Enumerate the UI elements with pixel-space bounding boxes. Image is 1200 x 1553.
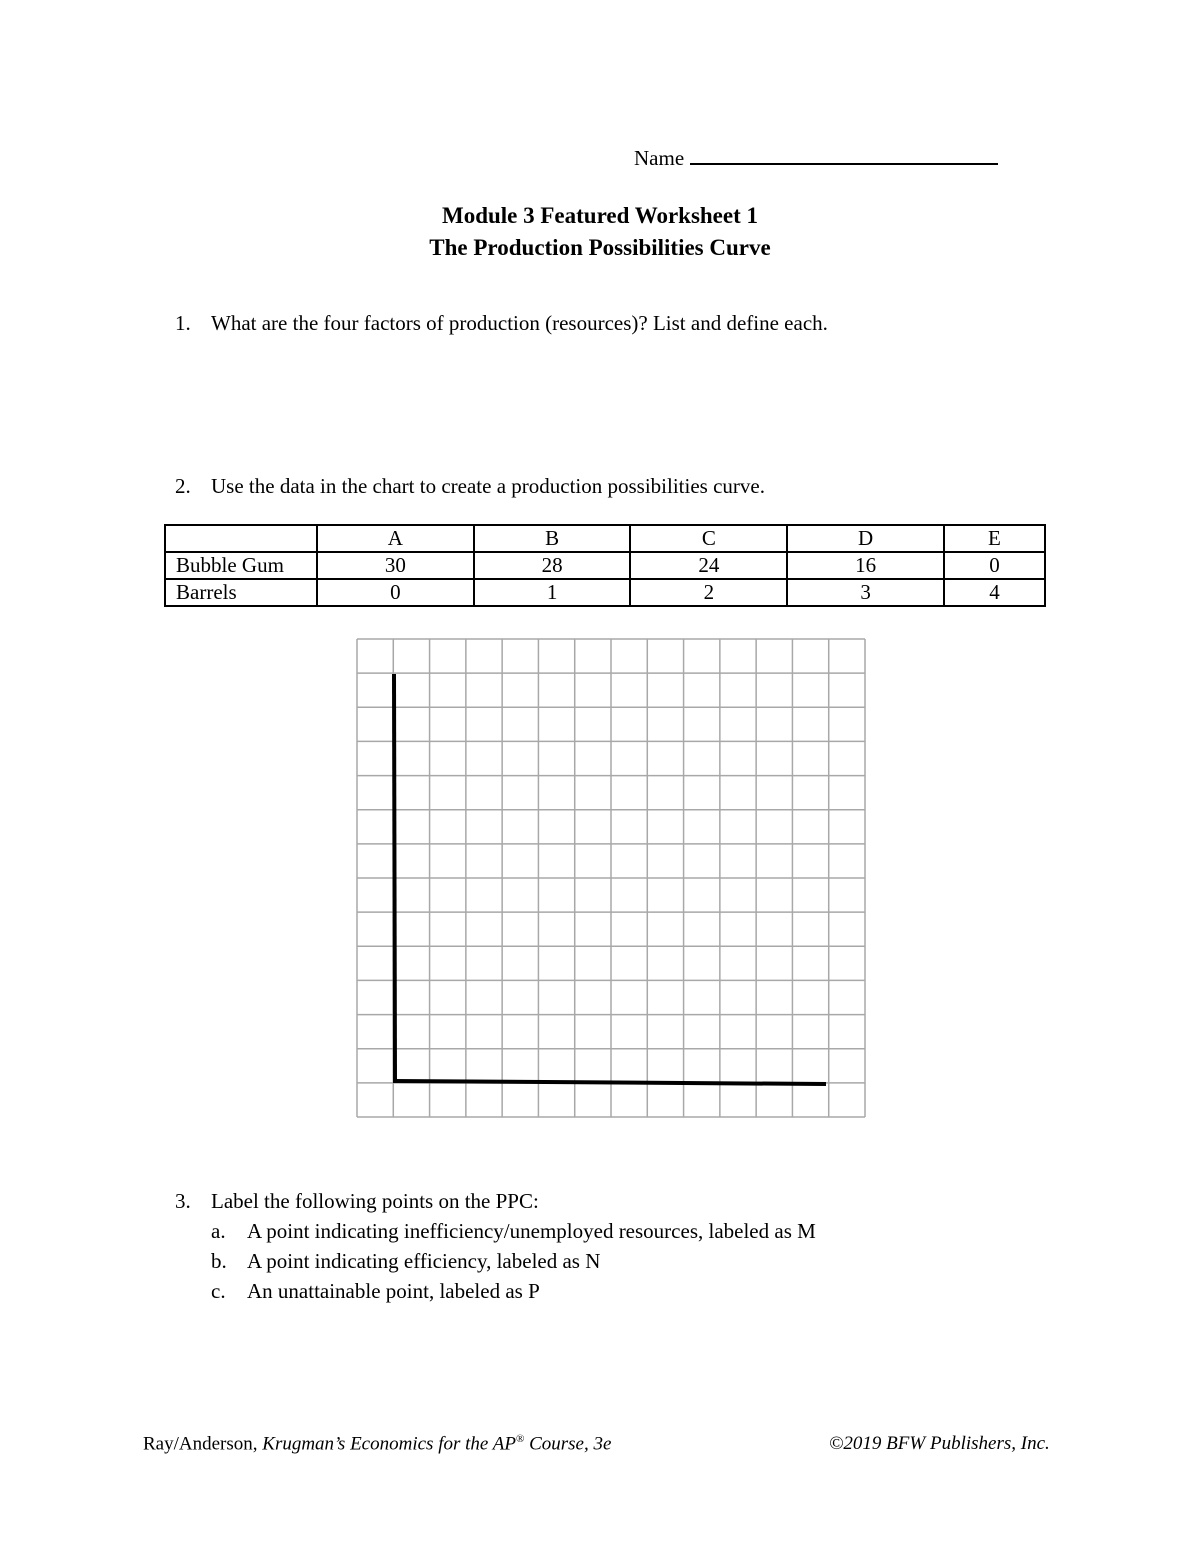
question-number: 2.: [175, 474, 191, 498]
worksheet-subtitle: The Production Possibilities Curve: [429, 235, 771, 260]
name-blank-line[interactable]: [690, 143, 998, 165]
table-cell: 28: [474, 552, 631, 579]
table-cell: 0: [317, 579, 474, 606]
table-row: [165, 552, 1045, 579]
grid-lines: [357, 639, 865, 1117]
subitem-letter: a.: [211, 1219, 226, 1243]
table-cell: 3: [787, 579, 944, 606]
graph-grid[interactable]: [355, 637, 867, 1121]
question-text: Use the data in the chart to create a production possibilities curve.: [211, 474, 765, 498]
footer-citation: [143, 1433, 611, 1455]
subitem-letter: c.: [211, 1279, 226, 1303]
table-header-cell: E: [944, 525, 1045, 552]
table-row-label: Barrels: [165, 579, 317, 606]
table-row-label: Bubble Gum: [165, 552, 317, 579]
table-cell: 30: [317, 552, 474, 579]
subitem-text: A point indicating efficiency, labeled as N: [247, 1249, 601, 1273]
footer-authors: Ray/Anderson,: [143, 1433, 263, 1455]
table-header-row: [165, 525, 1045, 552]
table-cell: 4: [944, 579, 1045, 606]
question-number: 3.: [175, 1189, 191, 1213]
table-cell: 24: [630, 552, 787, 579]
subitem-letter: b.: [211, 1249, 227, 1273]
table-header-cell: D: [787, 525, 944, 552]
registered-mark: ®: [515, 1433, 525, 1445]
footer-book-title: Krugman’s Economics for the AP: [262, 1433, 516, 1455]
table-cell: 0: [944, 552, 1045, 579]
table-cell: 2: [630, 579, 787, 606]
table-header-cell: B: [474, 525, 631, 552]
y-axis: [394, 674, 395, 1082]
subitem-text: An unattainable point, labeled as P: [247, 1279, 540, 1303]
table-cell: 1: [474, 579, 631, 606]
table-row: [165, 579, 1045, 606]
data-table: [164, 524, 1046, 607]
subitem-text: A point indicating inefficiency/unemployed resources, labeled as M: [247, 1219, 816, 1243]
name-field: [634, 143, 998, 171]
table-cell: 16: [787, 552, 944, 579]
table-header-cell: [165, 525, 317, 552]
question-number: 1.: [175, 311, 191, 335]
footer-copyright: [829, 1433, 1050, 1455]
footer-edition: Course, 3e: [524, 1433, 612, 1455]
worksheet-title: Module 3 Featured Worksheet 1: [441, 203, 759, 228]
table-header-cell: A: [317, 525, 474, 552]
question-text: Label the following points on the PPC:: [211, 1189, 539, 1213]
name-label: Name: [634, 146, 685, 170]
copyright-text: ©2019 BFW Publishers, Inc.: [829, 1433, 1050, 1454]
question-text: What are the four factors of production (resources)? List and define each.: [211, 311, 828, 335]
table-header-cell: C: [630, 525, 787, 552]
